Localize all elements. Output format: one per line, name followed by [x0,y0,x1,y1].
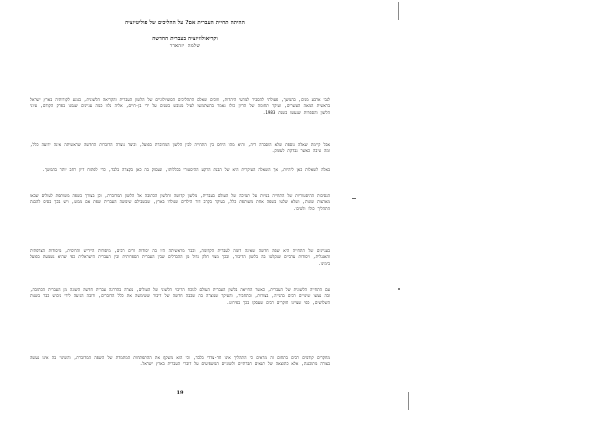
binding-line-bottom [408,392,409,410]
body-paragraph: באלה לשאלות כאן ליהיות, אך השאלה העיקרית היא של הבנת הרקע ההיסטורי בכללותו, ונעסוק בה כאן בקצרה בלבד, כדי לפתוח דיון רחב יותר בהמשך. [42,167,330,172]
article-title-line-1: ההיתה תחיית העברית אם? על ההליכים של פוליטיזציה [125,20,245,26]
binding-line-top [398,2,399,20]
body-paragraph: אבל קיימת שאלה נוספת שלא הוסברה דיה, והיא מהו היחס בין התחייה לבין הלשון המדוברת בפועל, וכיצד נוצרה הדוברות החדשה שראשיתה אינה ידועה כלל, ומה טיבה כאשר נבדקת לעומק. [30,142,330,154]
body-paragraph: הנסיבות ההיסטוריות של התחייה בנויות על תמיכה של העולם בעברית, מלשון קדושה והלשון הכתובה אל הלשון המדוברת, וכן בצורך בשפה משותפת לעולים שבאו מארצות שונות, ושלא שלטו בשפה אחת משותפת כלל, בעיקר בקרב דור הילדים שנולדו בארץ, שבשבילם שימשה העברית שפת אם ממש, ויש בכך בסיס להבנת התהליך כולו ולטיבו. [30,193,330,211]
scan-artifact-dash [352,198,356,199]
article-title-line-2: וקריאולוזיזציה בעברית החדשה [152,36,218,42]
body-paragraph: עם התחייה הלשונית של העברית, כאשר החייאה בלשון העברית העולם לנוכח הריבוי הלשוני של העולים, נוצרה בהדרגה עברית חדשה השונה מן העברית הכתובה, ובה נעשו שינויים רבים בהגייה, בצורות, ובתחביר, והעיקר שנוצרה בה שכבה חדשה של דיבור ששימשה את כלל הדוברים, ורובה הגיעה לידי גיבוש כבר בשנות השלושים, כפי שציינו חוקרים רבים שעסקו בכך בפירוט. [30,287,330,305]
body-paragraph: לגבי ארבע מנים, בהמשך, פעולתי להסביר למדעי היהדות, וזוכים שאלם התהליכים הסוציולוגיים של הלשון העברית והקריאה הלשונית, בנוגע לקורותיה בארץ ישראל בראשית המאה העשרים, ועיקר תחומה של הדיון כולו נאמר בהשתמשו לעיל מגובש בשנים על ידי בן-חיים, אליה נלוו כמה עניינים שנמנו בפרק הקודם, עיוני הלשון והספרות שנעשו בשנת 1983. [30,97,330,115]
body-paragraph: בעניינים של התחייה היא שפה חדשה שאינה דומה לעברית הקדומה, וכבר מראשיתה היו בה יסודות זרים רבים, מיסודות היידיש והרוסית, מיסודות הצרפתית והאנגלית, ויסודות ערביים שנקלטו בה בלשון הדיבור, ובכך מצוי חלק גדול מן ההבדלים שבין העברית הספרותית ובין העברית הישראלית כפי שהיא נשמעת בפועל בימינו. [30,248,330,266]
scan-artifact-dot [398,288,400,290]
body-paragraph: מחקרים קודמים רבים בתחום זה מראים כי התהליך אינו חד-צדדי בלבד, וכי הוא משקף את ההתפתחות המתמדת של השפה המדוברת, והשינוי בה אינו נעשה בצורה מתוכננת, אלא כתוצאה של תנאים חברתיים ולשוניים המשפיעים על דוברי העברית בארץ ישראל. [30,355,330,367]
article-title [60,19,310,44]
article-author: שלמה יזהאדר [169,44,201,49]
page-number: 19 [176,390,184,396]
